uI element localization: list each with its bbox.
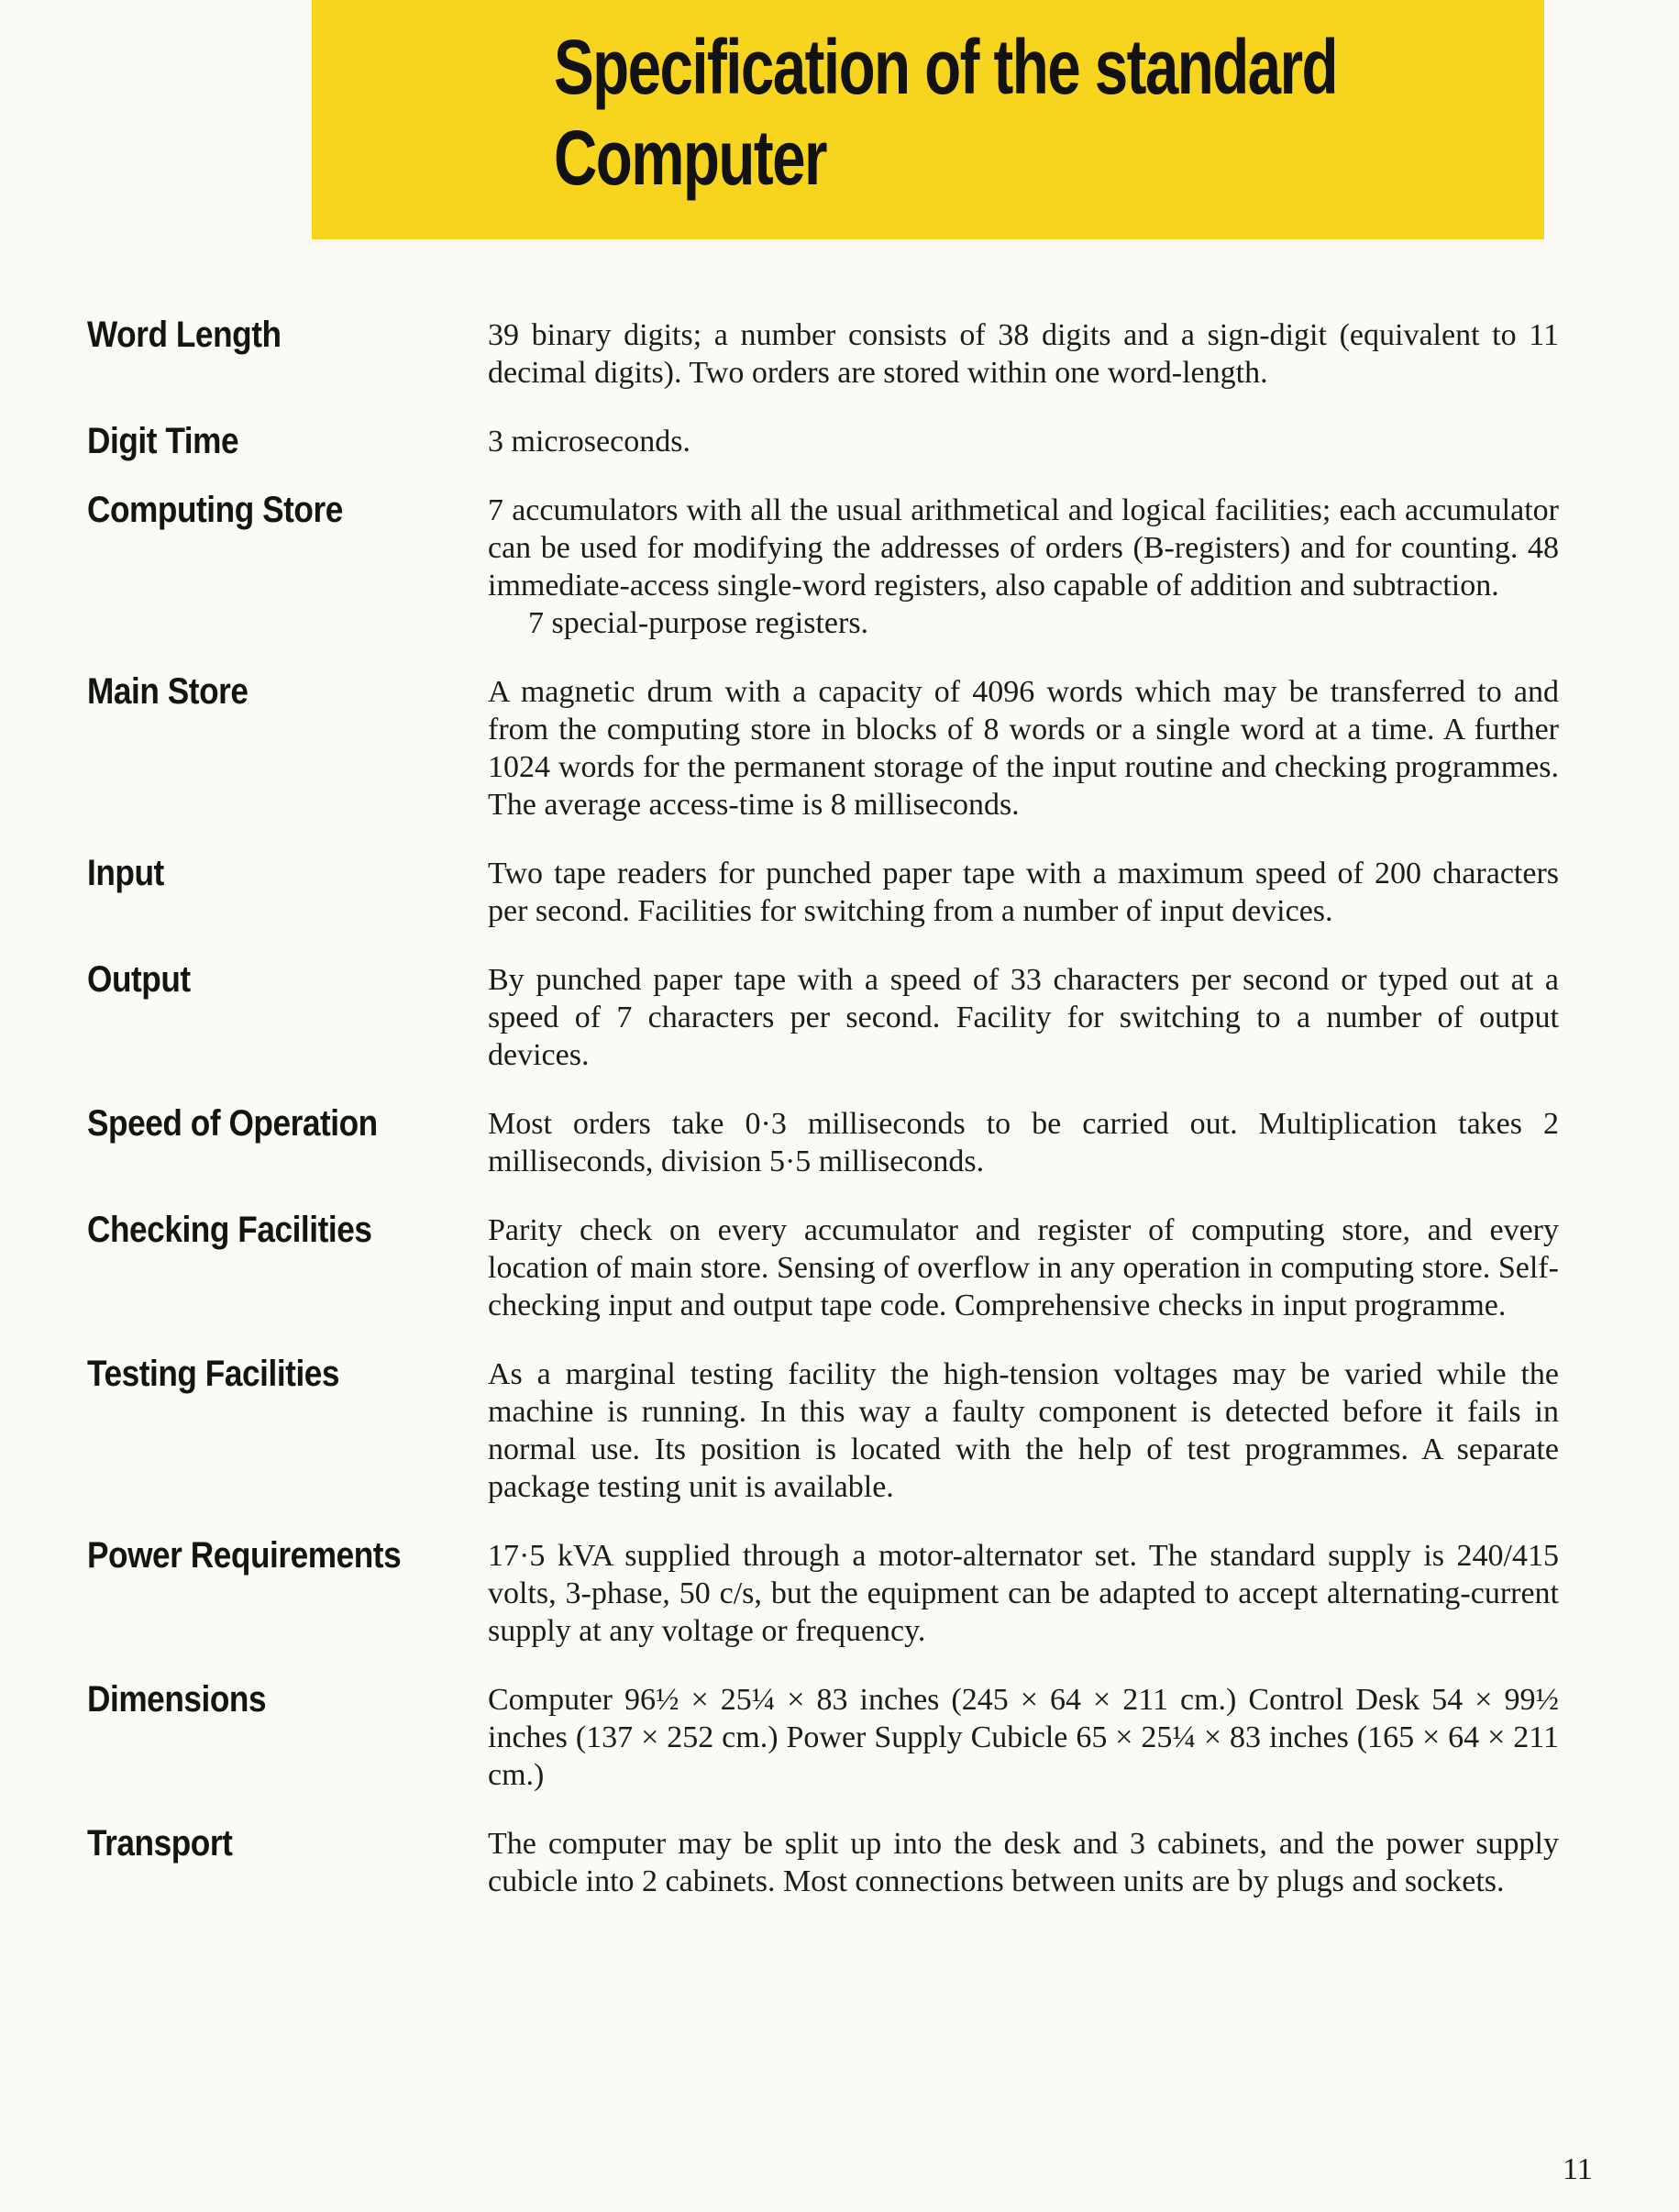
spec-section-label: Speed of Operation [87, 1103, 378, 1144]
spec-paragraph: 3 microseconds. [488, 425, 690, 459]
spec-section-label: Word Length [87, 315, 282, 355]
spec-section-row [87, 1681, 1559, 1794]
spec-paragraph: A magnetic drum with a capacity of 4096 words which may be transferred to and from the computing store in blocks of 8 words or a single word at a time. A further 1024 words for the permanent storage of the input routine and checking programmes. The average access-time is 8 milliseconds. [488, 675, 1559, 822]
spec-paragraph-secondary: 7 special-purpose registers. [528, 606, 869, 640]
spec-section-label: Checking Facilities [87, 1210, 372, 1250]
spec-section-body [488, 423, 1559, 460]
spec-section-row [87, 855, 1559, 930]
spec-section-row [87, 1105, 1559, 1180]
spec-section-label: Main Store [87, 671, 249, 712]
spec-paragraph: By punched paper tape with a speed of 33 characters per second or typed out at a speed of 7 characters per second. Facility for switching to a number of output devices. [488, 963, 1559, 1072]
title-banner [312, 0, 1544, 239]
spec-section-body [488, 1105, 1559, 1180]
spec-paragraph: 7 accumulators with all the usual arithmetical and logical facilities; each accumulator can be used for modifying the addresses of orders (B-registers) and for counting. 48 immediate-access single-word registers, also capable of addition and subtraction. [488, 493, 1559, 603]
spec-section-body [488, 316, 1559, 392]
spec-section-row [87, 1211, 1559, 1324]
spec-section-body [488, 855, 1559, 930]
spec-section-label: Digit Time [87, 421, 239, 461]
spec-paragraph: The computer may be split up into the desk and 3 cabinets, and the power supply cubicle into 2 cabinets. Most connections between units are by plugs and sockets. [488, 1827, 1559, 1898]
spec-section-row [87, 961, 1559, 1074]
spec-paragraph: Computer 96½ × 25¼ × 83 inches (245 × 64 × 211 cm.) Control Desk 54 × 99½ inches (137 × 252 cm.) Power Supply Cubicle 65 × 25¼ × 83 inches (165 × 64 × 211 cm.) [488, 1683, 1559, 1792]
spec-paragraph: Parity check on every accumulator and register of computing store, and every location of main store. Sensing of overflow in any operation in computing store. Self-checking input and output tape code. Comprehensive checks in input programme. [488, 1213, 1559, 1322]
spec-section-label: Output [87, 959, 191, 1000]
spec-section-body [488, 1211, 1559, 1324]
spec-section-row [87, 316, 1559, 392]
spec-section-body [488, 961, 1559, 1074]
spec-section-row [87, 673, 1559, 824]
page-title-line-1: Specification of the standard [554, 24, 1337, 110]
page-number: 11 [1563, 2152, 1593, 2186]
spec-section-body [488, 1681, 1559, 1794]
spec-section-label: Computing Store [87, 490, 343, 530]
spec-section-body [488, 1825, 1559, 1900]
spec-section-row [87, 423, 1559, 460]
spec-section-list [87, 316, 1559, 1931]
spec-section-row [87, 492, 1559, 642]
spec-paragraph: Two tape readers for punched paper tape with a maximum speed of 200 characters per second. Facilities for switching from a number of input devices. [488, 857, 1559, 928]
spec-section-label: Input [87, 853, 164, 893]
spec-section-label: Transport [87, 1823, 233, 1864]
spec-section-row [87, 1537, 1559, 1650]
spec-section-row [87, 1355, 1559, 1506]
spec-section-label: Power Requirements [87, 1535, 402, 1576]
spec-paragraph: As a marginal testing facility the high-tension voltages may be varied while the machine is running. In this way a faulty component is detected before it fails in normal use. Its position is located with the help of test programmes. A separate package testing unit is available. [488, 1357, 1559, 1504]
spec-paragraph: 39 binary digits; a number consists of 38 digits and a sign-digit (equivalent to 11 decimal digits). Two orders are stored within one word-length. [488, 318, 1559, 390]
spec-section-body [488, 673, 1559, 824]
spec-section-label: Dimensions [87, 1679, 267, 1720]
spec-section-row [87, 1825, 1559, 1900]
spec-section-body [488, 492, 1559, 642]
page-title-line-2: Computer [554, 115, 826, 201]
spec-paragraph: 17·5 kVA supplied through a motor-alternator set. The standard supply is 240/415 volts, 3-phase, 50 c/s, but the equipment can be adapted to accept alternating-current supply at any voltage or frequency. [488, 1539, 1559, 1648]
page-title [554, 22, 1337, 204]
spec-paragraph: Most orders take 0·3 milliseconds to be carried out. Multiplication takes 2 milliseconds, division 5·5 milliseconds. [488, 1107, 1559, 1178]
spec-section-body [488, 1355, 1559, 1506]
spec-section-body [488, 1537, 1559, 1650]
spec-section-label: Testing Facilities [87, 1354, 340, 1394]
